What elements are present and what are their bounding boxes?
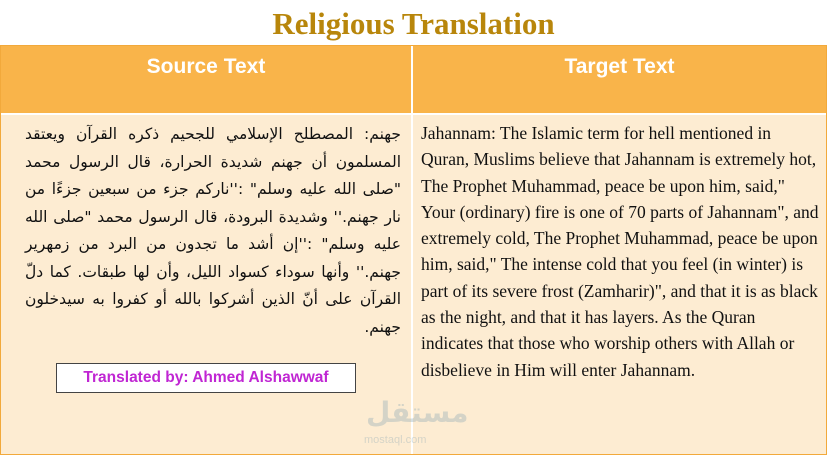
watermark-arabic-text: مستقل	[366, 396, 469, 429]
watermark-latin-text: mostaql.com	[364, 434, 427, 446]
source-text-cell: جهنم: المصطلح الإسلامي للجحيم ذكره القرآن ويعتقد المسلمون أن جهنم شديدة الحرارة، قال الرسول محمد "صلى الله عليه وسلم" :''ناركم جزء من سبعين جزءًا من نار جهنم.'' وشديدة البرودة، قال الرسول محمد "صلى الله عليه وسلم" :''إن أشد ما تجدون من البرد من زمهرير جهنم.'' وأنها سوداء كسواد الليل، وأن لها طبقات. كما دلّ القرآن على أنّ الذين أشركوا بالله أو كفروا به سيدخلون جهنم.	[1, 113, 413, 454]
translator-credit: Translated by: Ahmed Alshawwaf	[56, 363, 356, 393]
page-title: Religious Translation	[272, 6, 555, 41]
target-text-cell: Jahannam: The Islamic term for hell mentioned in Quran, Muslims believe that Jahannam is extremely hot, The Prophet Muhammad, peace be upon him, said," Your (ordinary) fire is one of 70 parts of Jahannam", and extremely cold, The Prophet Muhammad, peace be upon him, said," The intense cold that you feel (in winter) is part of its severe frost (Zamharir)", and that it is as black as the night, and that it has layers. As the Quran indicates that those who worship others with Allah or disbelieve in Him will enter Jahannam.	[413, 113, 826, 454]
translation-table	[0, 45, 827, 455]
source-text-header: Source Text	[1, 46, 413, 113]
mostaql-watermark-logo	[358, 396, 469, 452]
target-text-header: Target Text	[413, 46, 826, 113]
